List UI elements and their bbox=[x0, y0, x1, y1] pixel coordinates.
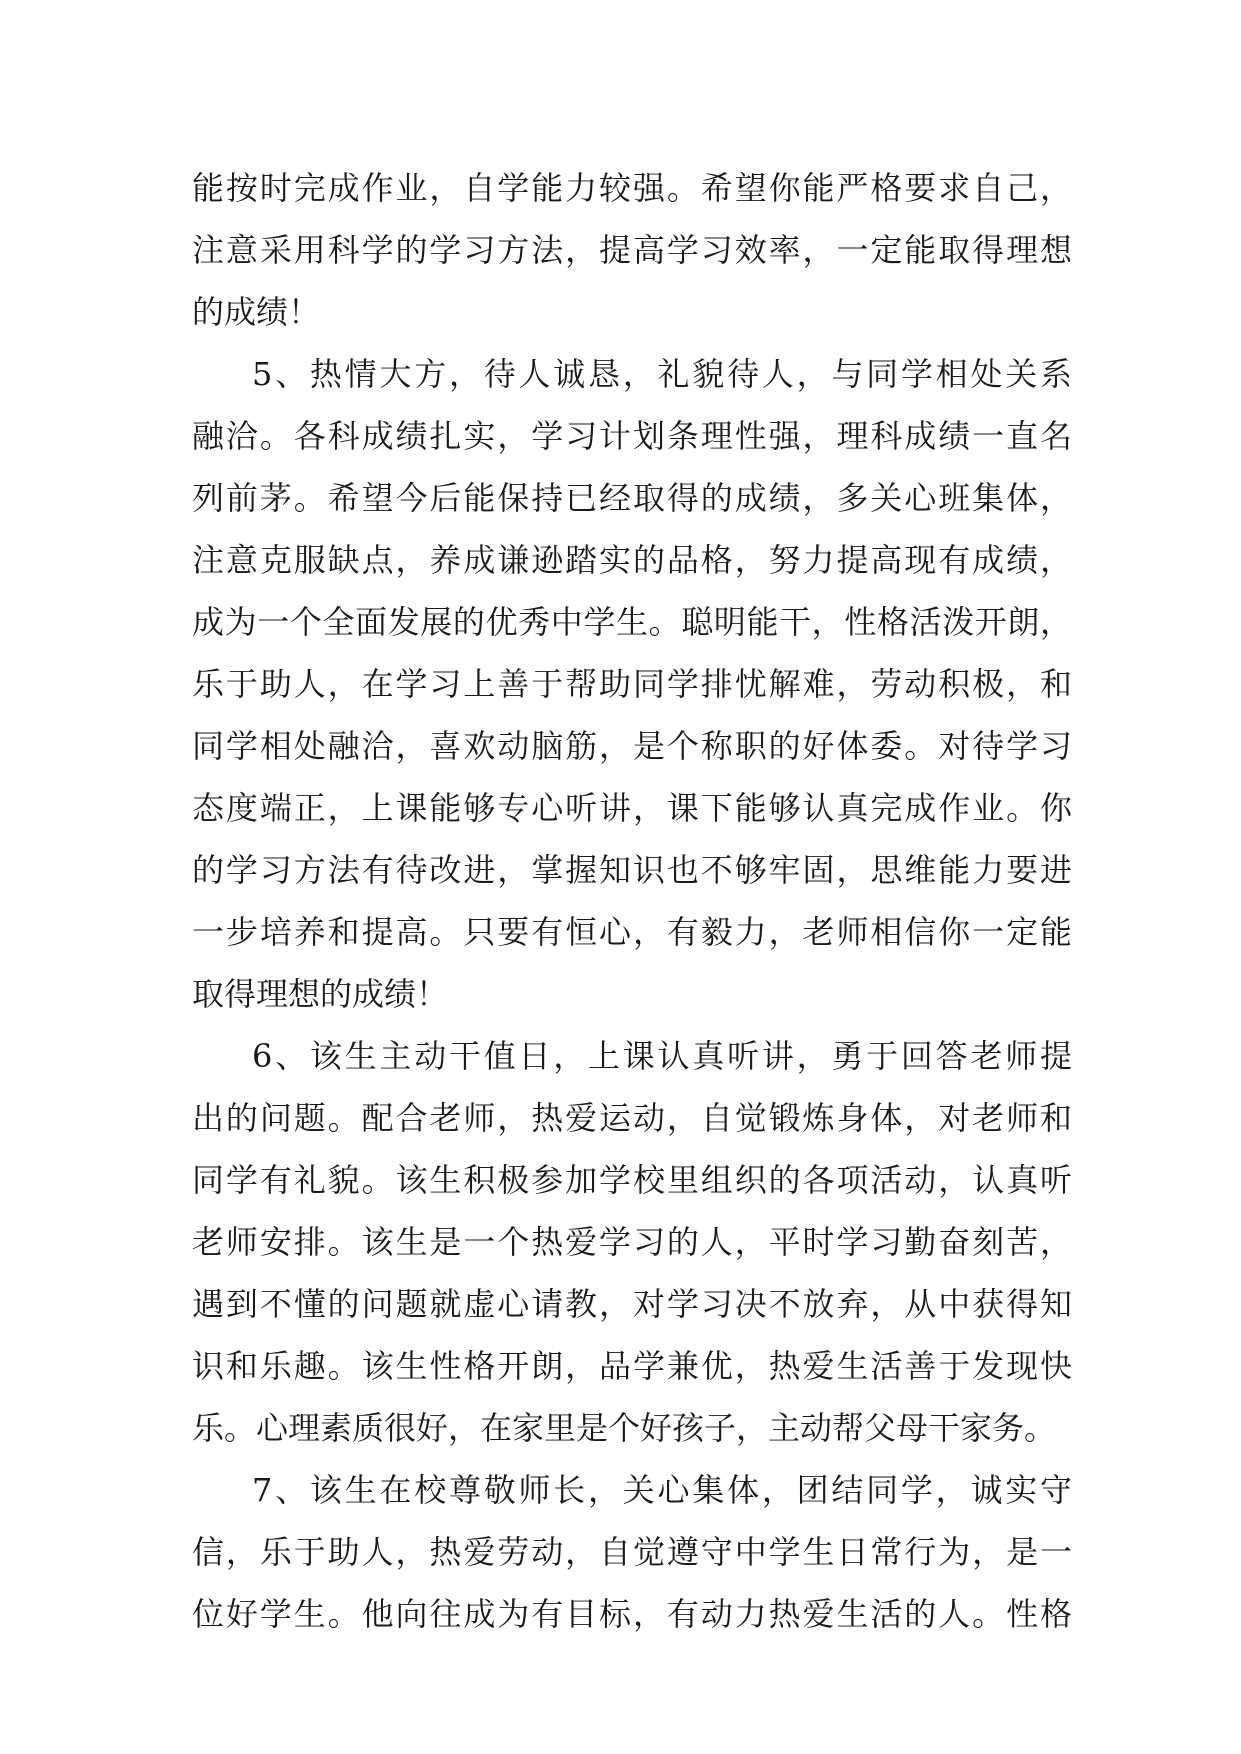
text-line: 乐。心理素质很好，在家里是个好孩子，主动帮父母干家务。 bbox=[192, 1409, 1057, 1447]
text-line: 能按时完成作业，自学能力较强。希望你能严格要求自己， bbox=[192, 169, 1072, 207]
text-line: 同学相处融洽，喜欢动脑筋，是个称职的好体委。对待学习 bbox=[192, 727, 1072, 765]
text-line: 一步培养和提高。只要有恒心，有毅力，老师相信你一定能 bbox=[192, 913, 1072, 951]
text-line: 列前茅。希望今后能保持已经取得的成绩，多关心班集体， bbox=[192, 479, 1072, 517]
paragraph-6-first-line: 6、该生主动干值日，上课认真听讲，勇于回答老师提 bbox=[252, 1037, 1072, 1075]
text-line: 老师安排。该生是一个热爱学习的人，平时学习勤奋刻苦， bbox=[192, 1223, 1072, 1261]
text-line: 信，乐于助人，热爱劳动，自觉遵守中学生日常行为，是一 bbox=[192, 1533, 1072, 1571]
paragraph-7-first-line: 7、该生在校尊敬师长，关心集体，团结同学，诚实守 bbox=[252, 1471, 1072, 1509]
text-line: 同学有礼貌。该生积极参加学校里组织的各项活动，认真听 bbox=[192, 1161, 1072, 1199]
text-line: 注意采用科学的学习方法，提高学习效率，一定能取得理想 bbox=[192, 231, 1072, 269]
text-line: 出的问题。配合老师，热爱运动，自觉锻炼身体，对老师和 bbox=[192, 1099, 1072, 1137]
text-line: 识和乐趣。该生性格开朗，品学兼优，热爱生活善于发现快 bbox=[192, 1347, 1072, 1385]
text-line: 位好学生。他向往成为有目标，有动力热爱生活的人。性格 bbox=[192, 1595, 1072, 1633]
body-text bbox=[192, 157, 1072, 1645]
text-line: 乐于助人，在学习上善于帮助同学排忧解难，劳动积极，和 bbox=[192, 665, 1072, 703]
text-line: 的学习方法有待改进，掌握知识也不够牢固，思维能力要进 bbox=[192, 851, 1072, 889]
text-line: 融洽。各科成绩扎实，学习计划条理性强，理科成绩一直名 bbox=[192, 417, 1072, 455]
text-line: 遇到不懂的问题就虚心请教，对学习决不放弃，从中获得知 bbox=[192, 1285, 1072, 1323]
text-line: 态度端正，上课能够专心听讲，课下能够认真完成作业。你 bbox=[192, 789, 1072, 827]
paragraph-5-first-line: 5、热情大方，待人诚恳，礼貌待人，与同学相处关系 bbox=[252, 355, 1072, 393]
text-line: 取得理想的成绩！ bbox=[192, 975, 449, 1013]
text-line: 注意克服缺点，养成谦逊踏实的品格，努力提高现有成绩， bbox=[192, 541, 1072, 579]
text-line: 成为一个全面发展的优秀中学生。聪明能干，性格活泼开朗， bbox=[192, 603, 1072, 641]
text-line: 的成绩！ bbox=[192, 293, 321, 331]
